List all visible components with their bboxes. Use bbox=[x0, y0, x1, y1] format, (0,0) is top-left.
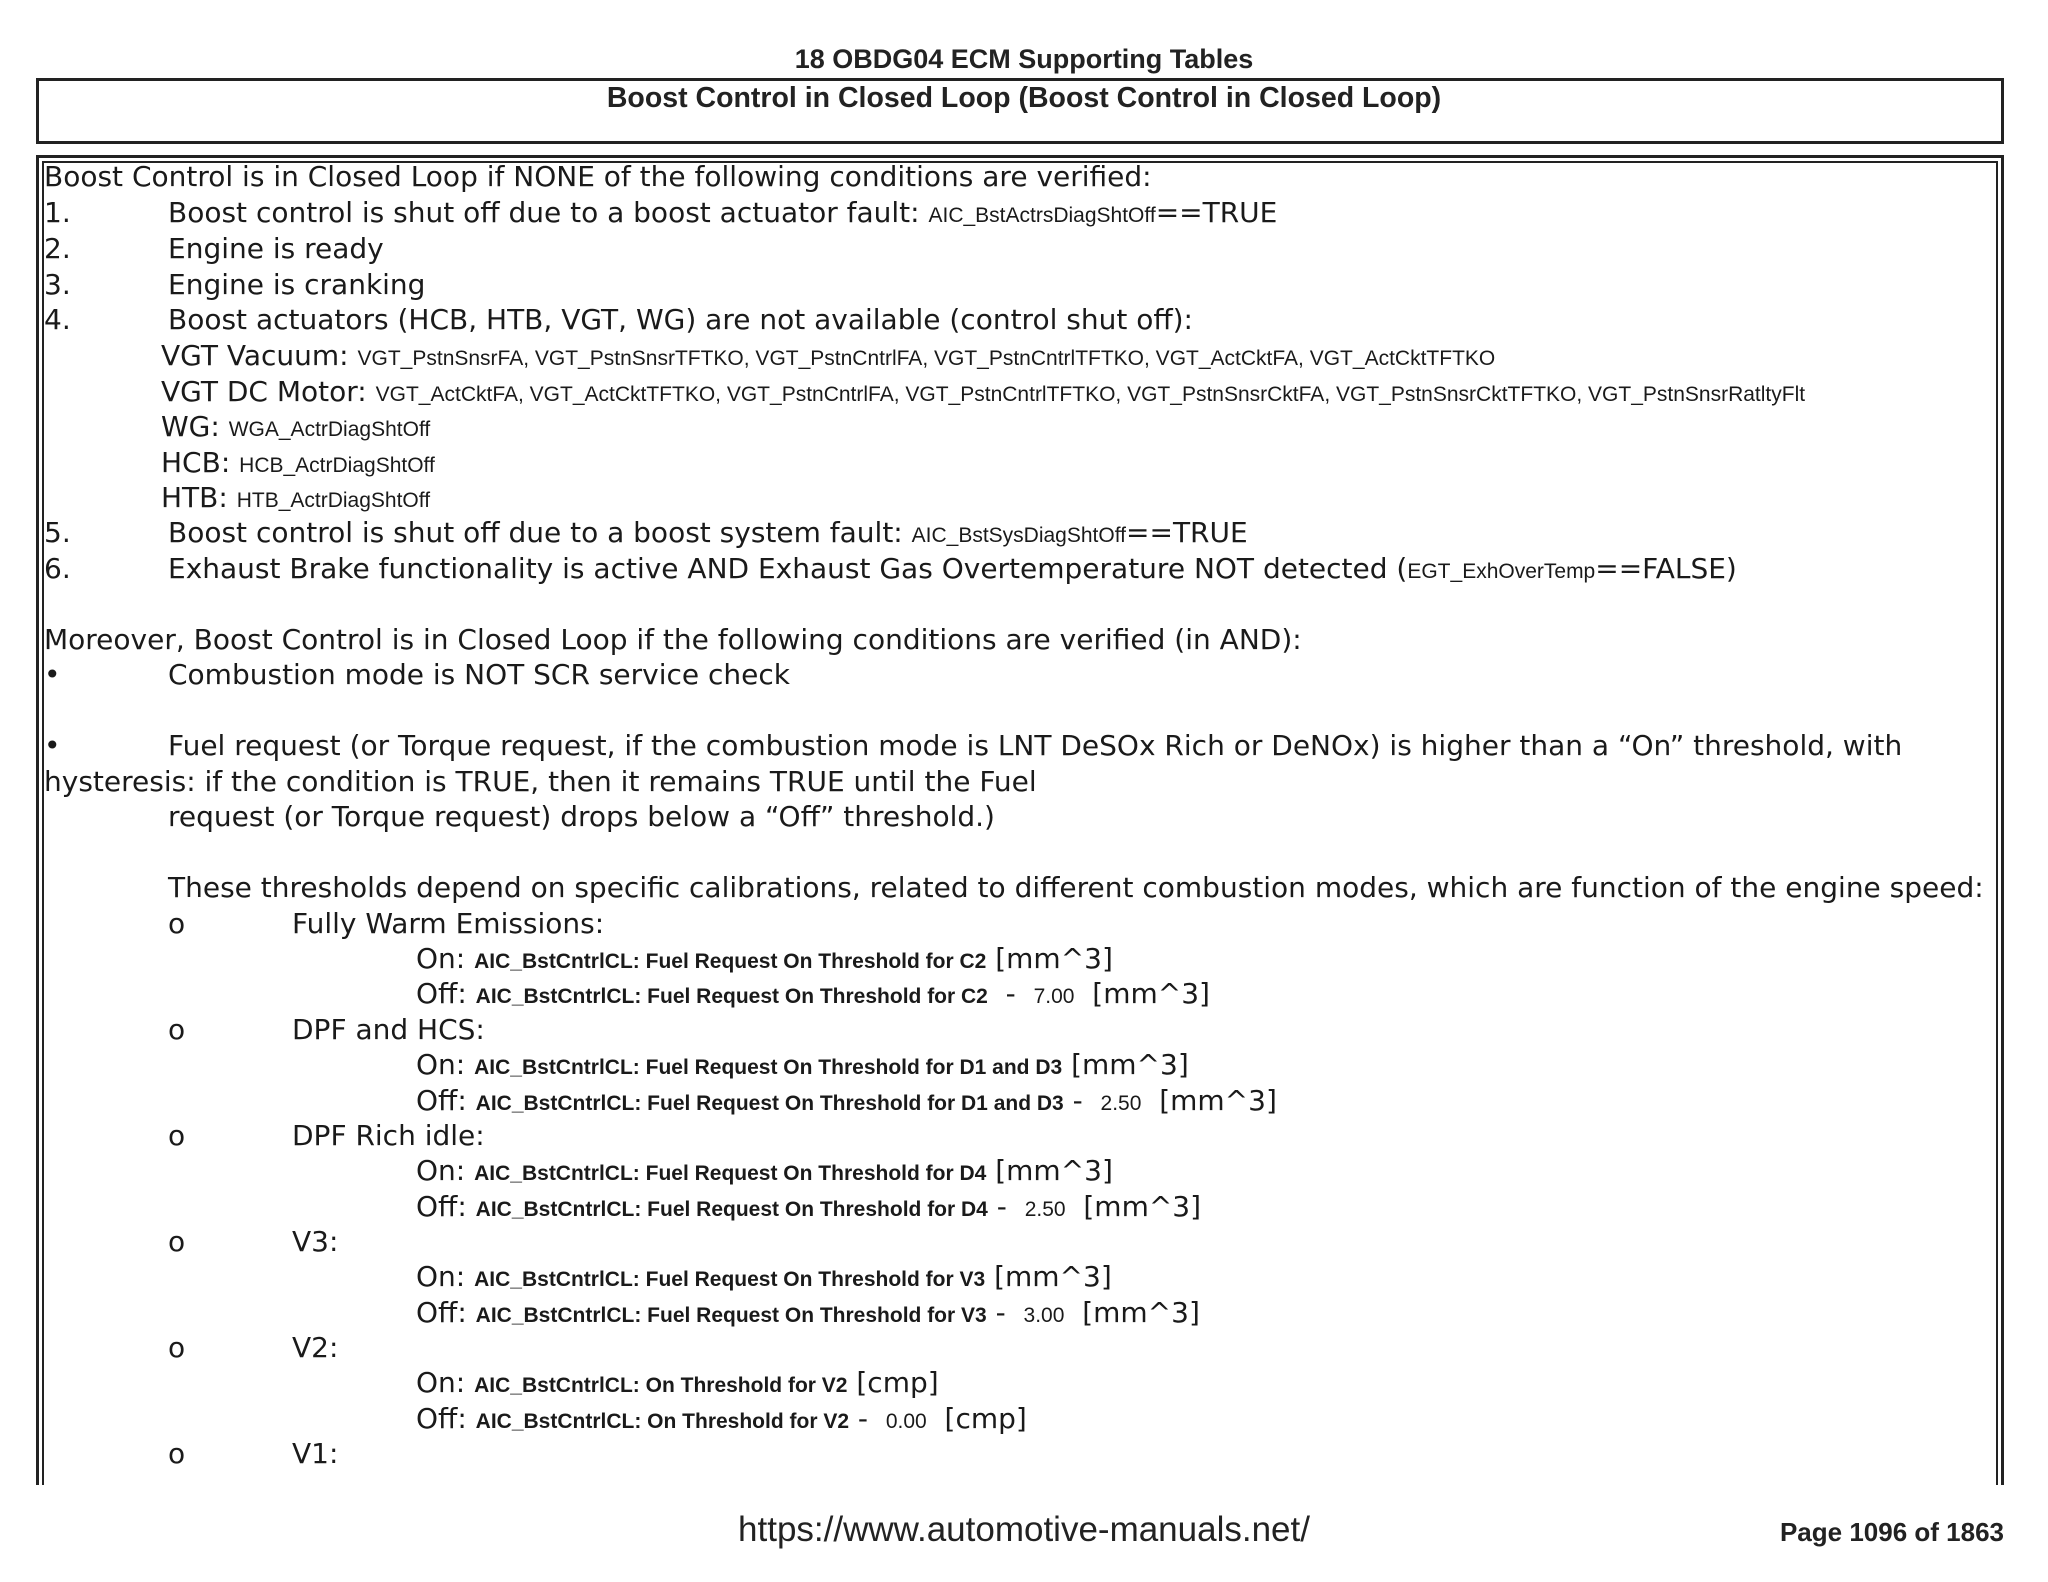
mode-name: V3: bbox=[292, 1225, 339, 1258]
offset-value: 0.00 bbox=[885, 1410, 927, 1433]
offset-value: 7.00 bbox=[1033, 985, 1075, 1008]
actuator-row: VGT DC Motor: VGT_ActCktFA, VGT_ActCktTFTKO, VGT_PstnCntrlFA, VGT_PstnCntrlTFTKO, VGT_PstnSnsrCktFA, VGT_PstnSnsrCktTFTKO, VGT_PstnSnsrRatltyFlt bbox=[161, 375, 1806, 408]
condition-number: 3. bbox=[44, 268, 71, 301]
condition-item: Boost control is shut off due to a boost actuator fault: AIC_BstActrsDiagShtOff==TRUE bbox=[168, 196, 1278, 229]
mode-marker: o bbox=[168, 1225, 186, 1258]
mode-name: DPF and HCS: bbox=[292, 1013, 485, 1046]
threshold-off: Off: AIC_BstCntrlCL: Fuel Request On Threshold for D4 - 2.50 [mm^3] bbox=[416, 1190, 1202, 1223]
actuator-row: WG: WGA_ActrDiagShtOff bbox=[161, 410, 431, 443]
mode-name: V1: bbox=[292, 1437, 339, 1470]
condition-item: Boost control is shut off due to a boost system fault: AIC_BstSysDiagShtOff==TRUE bbox=[168, 516, 1248, 549]
mode-marker: o bbox=[168, 1331, 186, 1364]
calibration-name: AIC_BstCntrlCL: Fuel Request On Threshold for D4 bbox=[474, 1162, 987, 1185]
calibration-name: AIC_BstCntrlCL: On Threshold for V2 bbox=[474, 1374, 848, 1397]
threshold-off: Off: AIC_BstCntrlCL: Fuel Request On Threshold for D1 and D3 - 2.50 [mm^3] bbox=[416, 1084, 1277, 1117]
actuator-row: HCB: HCB_ActrDiagShtOff bbox=[161, 446, 435, 479]
page-number: Page 1096 of 1863 bbox=[1779, 1517, 2004, 1547]
calibration-name: AIC_BstCntrlCL: Fuel Request On Threshold for C2 bbox=[474, 950, 987, 973]
threshold-off: Off: AIC_BstCntrlCL: Fuel Request On Threshold for V3 - 3.00 [mm^3] bbox=[416, 1296, 1200, 1329]
section-title: Boost Control in Closed Loop (Boost Control in Closed Loop) bbox=[606, 82, 1442, 114]
mode-marker: o bbox=[168, 1437, 186, 1470]
mode-name: DPF Rich idle: bbox=[292, 1119, 485, 1152]
mode-marker: o bbox=[168, 907, 186, 940]
calibration-name: AIC_BstCntrlCL: On Threshold for V2 bbox=[475, 1410, 850, 1433]
calibration-name: AIC_BstCntrlCL: Fuel Request On Threshold for D1 and D3 bbox=[474, 1056, 1063, 1079]
actuator-codes: WGA_ActrDiagShtOff bbox=[228, 418, 431, 441]
threshold-on: On: AIC_BstCntrlCL: Fuel Request On Threshold for D1 and D3 [mm^3] bbox=[416, 1048, 1189, 1081]
mode-name: V2: bbox=[292, 1331, 339, 1364]
condition-number: 2. bbox=[44, 232, 71, 265]
bullet-mark: • bbox=[44, 729, 61, 762]
threshold-on: On: AIC_BstCntrlCL: Fuel Request On Threshold for V3 [mm^3] bbox=[416, 1260, 1112, 1293]
condition-item: Boost actuators (HCB, HTB, VGT, WG) are not available (control shut off): bbox=[168, 303, 1193, 336]
calibration-name: AIC_BstCntrlCL: Fuel Request On Threshold for C2 bbox=[475, 985, 988, 1008]
moreover-text: Moreover, Boost Control is in Closed Loop if the following conditions are verified (in AND): bbox=[44, 623, 1302, 656]
condition-code: AIC_BstSysDiagShtOff bbox=[911, 524, 1127, 547]
threshold-on: On: AIC_BstCntrlCL: Fuel Request On Threshold for C2 [mm^3] bbox=[416, 942, 1113, 975]
condition-number: 4. bbox=[44, 303, 71, 336]
actuator-row: HTB: HTB_ActrDiagShtOff bbox=[161, 481, 431, 514]
threshold-off: Off: AIC_BstCntrlCL: Fuel Request On Threshold for C2 - 7.00 [mm^3] bbox=[416, 977, 1210, 1010]
bullet-item-continued: hysteresis: if the condition is TRUE, then it remains TRUE until the Fuel bbox=[44, 765, 1037, 798]
condition-code: AIC_BstActrsDiagShtOff bbox=[928, 204, 1156, 227]
threshold-off: Off: AIC_BstCntrlCL: On Threshold for V2 - 0.00 [cmp] bbox=[416, 1402, 1027, 1435]
document-title: 18 OBDG04 ECM Supporting Tables bbox=[794, 44, 1254, 74]
actuator-codes: VGT_PstnSnsrFA, VGT_PstnSnsrTFTKO, VGT_PstnCntrlFA, VGT_PstnCntrlTFTKO, VGT_ActCktFA, VGT_ActCktTFTKO bbox=[357, 347, 1496, 370]
actuator-codes: HTB_ActrDiagShtOff bbox=[236, 489, 431, 512]
calibration-name: AIC_BstCntrlCL: Fuel Request On Threshold for D4 bbox=[475, 1198, 988, 1221]
condition-item: Engine is cranking bbox=[168, 268, 426, 301]
condition-number: 1. bbox=[44, 196, 71, 229]
threshold-on: On: AIC_BstCntrlCL: Fuel Request On Threshold for D4 [mm^3] bbox=[416, 1154, 1113, 1187]
bullet-item: Fuel request (or Torque request, if the combustion mode is LNT DeSOx Rich or DeNOx) is higher than a “On” threshold, with bbox=[168, 729, 1903, 762]
offset-value: 3.00 bbox=[1023, 1304, 1065, 1327]
mode-marker: o bbox=[168, 1013, 186, 1046]
bullet-mark: • bbox=[44, 658, 61, 691]
condition-item: Exhaust Brake functionality is active AND Exhaust Gas Overtemperature NOT detected (EGT_ExhOverTemp==FALSE) bbox=[168, 552, 1737, 585]
condition-code: EGT_ExhOverTemp bbox=[1407, 560, 1596, 583]
offset-value: 2.50 bbox=[1024, 1198, 1066, 1221]
condition-item: Engine is ready bbox=[168, 232, 384, 265]
calibration-name: AIC_BstCntrlCL: Fuel Request On Threshold for D1 and D3 bbox=[475, 1092, 1064, 1115]
condition-number: 6. bbox=[44, 552, 71, 585]
bullet-item-continued: request (or Torque request) drops below a “Off” threshold.) bbox=[168, 800, 995, 833]
thresholds-intro: These thresholds depend on specific calibrations, related to different combustion modes, which are function of the engine speed: bbox=[168, 871, 1984, 904]
actuator-codes: HCB_ActrDiagShtOff bbox=[239, 454, 435, 477]
offset-value: 2.50 bbox=[1100, 1092, 1142, 1115]
actuator-row: VGT Vacuum: VGT_PstnSnsrFA, VGT_PstnSnsrTFTKO, VGT_PstnCntrlFA, VGT_PstnCntrlTFTKO, VGT_ActCktFA, VGT_ActCktTFTKO bbox=[161, 339, 1496, 372]
bullet-item: Combustion mode is NOT SCR service check bbox=[168, 658, 791, 691]
footer-url[interactable]: https://www.automotive-manuals.net/ bbox=[738, 1510, 1310, 1549]
calibration-name: AIC_BstCntrlCL: Fuel Request On Threshold for V3 bbox=[475, 1304, 987, 1327]
mode-name: Fully Warm Emissions: bbox=[292, 907, 605, 940]
threshold-on: On: AIC_BstCntrlCL: On Threshold for V2 [cmp] bbox=[416, 1366, 939, 1399]
condition-number: 5. bbox=[44, 516, 71, 549]
calibration-name: AIC_BstCntrlCL: Fuel Request On Threshold for V3 bbox=[474, 1268, 986, 1291]
actuator-codes: VGT_ActCktFA, VGT_ActCktTFTKO, VGT_PstnCntrlFA, VGT_PstnCntrlTFTKO, VGT_PstnSnsrCktFA, VGT_PstnSnsrCktTFTKO, VGT_PstnSnsrRatltyFlt bbox=[375, 383, 1806, 406]
intro-text: Boost Control is in Closed Loop if NONE of the following conditions are verified: bbox=[44, 160, 1152, 193]
mode-marker: o bbox=[168, 1119, 186, 1152]
